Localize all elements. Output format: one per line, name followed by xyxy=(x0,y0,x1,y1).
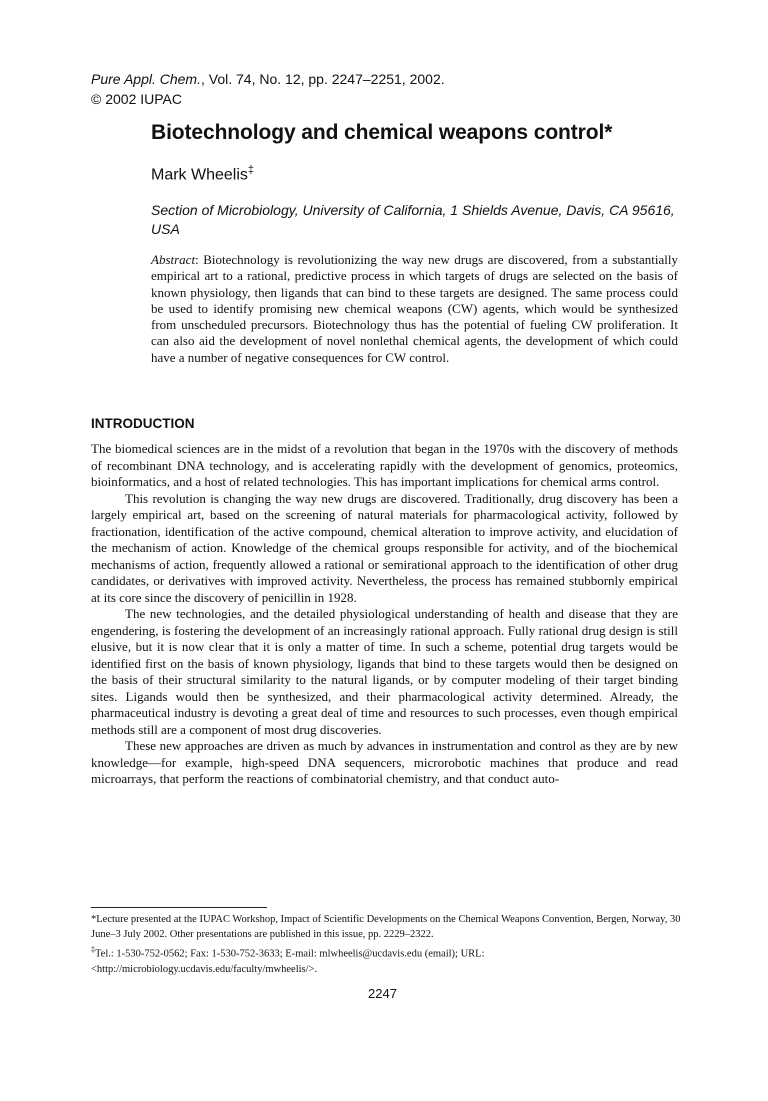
abstract-text: : Biotechnology is revolutionizing the way new drugs are discovered, from a substantially empirical art to a rational, predictive process in which targets of drugs are selected on the basis of known physiology, then ligands that can bind to these targets are designed. The same process could be used to identify promising new chemical weapons (CW) agents, which would be synthesized from unscheduled precursors. Biotechnology thus has the potential of fueling CW proliferation. It can also aid the development of novel nonlethal chemical agents, the development of which could have a number of negative consequences for CW control. xyxy=(151,252,678,365)
footnotes xyxy=(91,912,681,977)
page-number: 2247 xyxy=(368,986,397,1001)
author-line xyxy=(151,164,254,184)
paper-title: Biotechnology and chemical weapons control* xyxy=(151,121,613,144)
paragraph-4: These new approaches are driven as much by advances in instrumentation and control as they are by new knowledge—for example, high-speed DNA sequencers, microrobotic machines that produce and read microarrays, that perform the reactions of combinatorial chemistry, and that conduct auto- xyxy=(91,738,678,786)
footnote-contact-mark: ‡ xyxy=(91,945,95,954)
author-footnote-mark: ‡ xyxy=(247,164,255,176)
journal-citation xyxy=(91,69,445,89)
citation-details: , Vol. 74, No. 12, pp. 2247–2251, 2002. xyxy=(200,71,445,87)
copyright-line: © 2002 IUPAC xyxy=(91,91,182,107)
footnote-divider xyxy=(91,907,267,908)
footnote-contact-text: Tel.: 1-530-752-0562; Fax: 1-530-752-3633; E-mail: mlwheelis@ucdavis.edu (email); URL: <http://microbiology.ucdavis.edu/faculty/mwheelis/>. xyxy=(91,948,485,975)
abstract xyxy=(151,252,678,366)
body-text xyxy=(91,441,678,788)
journal-name: Pure Appl. Chem. xyxy=(91,71,201,87)
footnote-contact xyxy=(91,942,681,977)
affiliation: Section of Microbiology, University of California, 1 Shields Avenue, Davis, CA 95616, USA xyxy=(151,202,675,237)
paragraph-1: The biomedical sciences are in the midst of a revolution that began in the 1970s with the discovery of methods of recombinant DNA technology, and is accelerating rapidly with the development of genomics, proteomics, bioinformatics, and a host of related technologies. This has important implications for chemical arms control. xyxy=(91,441,678,489)
citation-header xyxy=(91,69,445,109)
paragraph-2: This revolution is changing the way new drugs are discovered. Traditionally, drug discovery has been a largely empirical art, based on the screening of natural materials for pharmacological activity, followed by fractionation, identification of the active compound, chemical alteration to improve activity, and elucidation of the mechanism of action. Knowledge of the chemical groups responsible for activity, and of the biochemical mechanisms of action, frequently allowed a rational or semirational approach to the identification of other drug candidates, or derivatives with improved activity. Nevertheless, the process has remained stubbornly empirical at its core since the discovery of penicillin in 1928. xyxy=(91,490,678,605)
footnote-lecture: *Lecture presented at the IUPAC Workshop, Impact of Scientific Developments on the Chemical Weapons Convention, Bergen, Norway, 30 June–3 July 2002. Other presentations are published in this issue, pp. 2229–2322. xyxy=(91,914,681,940)
author-name: Mark Wheelis xyxy=(151,166,248,184)
abstract-label: Abstract xyxy=(151,252,196,267)
paragraph-3: The new technologies, and the detailed physiological understanding of health and disease that they are engendering, is fostering the development of an increasingly rational approach. Fully rational drug design is still elusive, but it is now clear that it is only a matter of time. In such a scheme, potential drug targets would be identified first on the basis of known physiology, ligands that bind to these targets would then be designed on the basis of their structural similarity to the natural ligands, or by computer modeling of their target binding sites. Ligands would then be synthesized, and their pharmacological activity determined. Already, the pharmaceutical industry is devoting a great deal of time and resources to such processes, even though empirical methods still are a component of most drug discoveries. xyxy=(91,606,678,737)
section-heading: INTRODUCTION xyxy=(91,416,195,431)
